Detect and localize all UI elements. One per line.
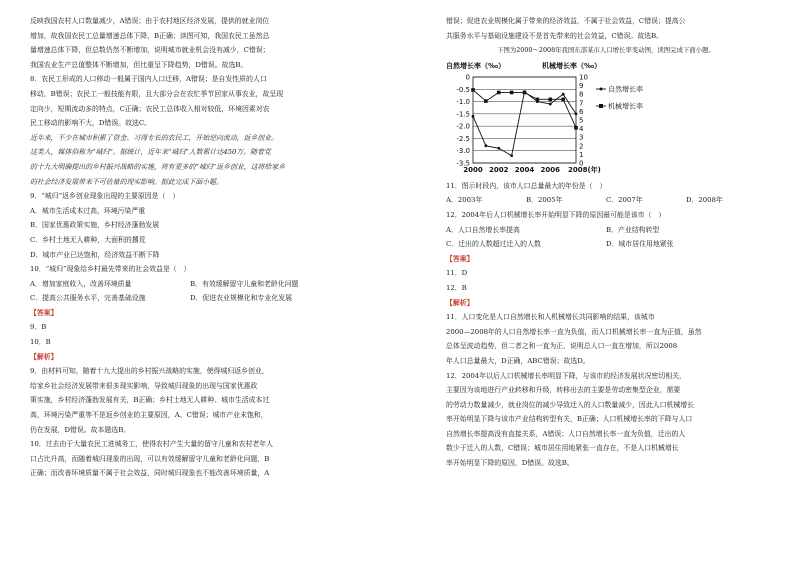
right-tick-label: 4: [579, 124, 584, 133]
plot-frame: [473, 77, 576, 163]
text-line: 共服务水平与基础设施建设不是首先带来的社会效益，C错误。故选B。: [446, 31, 664, 40]
right-tick-label: 0: [579, 159, 584, 168]
answer-option[interactable]: B．产业结构转型: [606, 225, 660, 234]
passage-line: 的十九大明确提出的乡村振兴战略的实施，将有更多的“城归”返乡创业，这将给家乡: [30, 162, 286, 171]
natural-growth-point: [575, 112, 578, 115]
mechanical-growth-point: [536, 97, 540, 101]
natural-growth-point: [510, 154, 513, 157]
text-line: 移动，B错误；农民工一般技能有限，且大部分会在农忙季节回家从事农业，故呈现: [30, 89, 284, 98]
text-line: 反映我国农村人口数量减少，A错误；由于农村地区经济发展，提供的就业岗位: [30, 17, 270, 25]
analysis-line: 口占比升高，而随着城归现象的出现，可以有效缓解留守儿童和老龄化问题，B: [30, 454, 270, 463]
left-tick-label: -3.0: [456, 146, 470, 155]
answer-line: 11．D: [446, 269, 468, 278]
answer-option[interactable]: C．2007年: [606, 196, 643, 205]
text-line: 量增速总体下降，但总数仍然不断增加，说明城市就业机会没有减少，C错误；: [30, 46, 270, 55]
natural-growth-point: [497, 147, 500, 150]
x-tick-label: 2000: [463, 165, 483, 174]
analysis-line: 给家乡社会经济发展带来很多现实影响，导致城归现象的出现与国家优惠政: [30, 381, 258, 390]
analysis-line: 的劳动力数量减少，就业岗位的减少导致迁入的人口数量减少，因此人口机械增长: [446, 400, 695, 409]
answer-option[interactable]: B．有效缓解留守儿童和老龄化问题: [190, 279, 299, 288]
analysis-line: 9．由材料可知，随着十九大提出的乡村振兴战略的实施，使得城归返乡创业，: [30, 367, 269, 376]
text-line: 定向少，短期流动多的特点，C正确；农民工总体收入相对较低，环境因素对农: [30, 104, 270, 113]
analysis-line: 10．过去由于大量农民工进城务工，使得农村产生大量的留守儿童和农村老年人: [30, 440, 274, 449]
analysis-line: 年人口总量最大，D正确，ABC错误；故选D。: [446, 356, 590, 365]
text-line: 错误；促进农业规模化属于带来的经济效益，不属于社会效益，C错误；提高公: [446, 17, 686, 25]
analysis-line: 仍在发展，D错误。故本题选B。: [30, 425, 131, 434]
mechanical-growth-point: [548, 97, 552, 101]
right-axis-title: 机械增长率（‰）: [542, 61, 602, 70]
question-11: 11．图示时段内，该市人口总量最大的年份是（ ）: [446, 181, 607, 190]
answer-option[interactable]: A．城市生活成本过高，环境污染严重: [30, 206, 146, 215]
text-line: 民工移动的影响不大，D错误。故选C。: [30, 119, 152, 128]
x-tick-label: 2008(年): [568, 165, 601, 174]
figure-caption: 下图为2000～2008年我国东部某市人口增长率变动图，读图完成下面小题。: [497, 46, 715, 55]
mechanical-growth-point: [497, 90, 501, 94]
right-tick-label: 10: [579, 73, 588, 82]
natural-growth-point: [472, 115, 475, 118]
right-tick-label: 5: [579, 116, 584, 125]
question-9: 9．“城归”返乡创业现象出现的主要原因是（ ）: [30, 192, 180, 201]
natural-growth-point: [484, 144, 487, 147]
chart-canvas: [446, 59, 661, 177]
option-row: [30, 204, 380, 219]
mechanical-growth-point: [574, 126, 578, 130]
option-row: [446, 237, 766, 252]
question-12: 12．2004年后人口机械增长率开始明显下降的原因最可能是该市（ ）: [446, 210, 666, 219]
analysis-line: 总体呈波动趋势，但二者之和一直为正，说明总人口一直在增加，所以2008: [446, 342, 678, 351]
legend-marker-natural: [600, 87, 603, 90]
analysis-line: 12．2004年以后人口机械增长率明显下降，与该市的经济发展状况密切相关，: [446, 371, 686, 380]
answer-option[interactable]: D．城市居住用地紧张: [606, 240, 674, 249]
right-tick-label: 3: [579, 133, 584, 142]
analysis-line: 正确；而改善环境质量不属于社会效益，同时城归现象也不能改善环境质量，A: [30, 469, 270, 478]
answer-option[interactable]: D．促进农业规模化和专业化发展: [190, 294, 292, 303]
analysis-line: 主要因为该地进行产业转移和升级，转移出去的主要是劳动密集型企业，需要: [446, 386, 681, 395]
right-tick-label: 8: [579, 90, 584, 99]
left-tick-label: -2.0: [456, 122, 470, 131]
answer-option[interactable]: B．2005年: [526, 196, 563, 205]
x-tick-label: 2006: [540, 165, 560, 174]
right-tick-label: 7: [579, 99, 584, 108]
left-axis-title: 自然增长率（‰）: [446, 61, 506, 70]
answer-option[interactable]: C．迁出的人数超过迁入的人数: [446, 240, 541, 249]
left-column: [30, 14, 380, 481]
left-tick-label: -1.5: [456, 110, 470, 119]
natural-growth-point: [549, 102, 552, 105]
population-growth-chart: [446, 59, 661, 177]
analysis-line: 2000—2008年的人口自然增长率一直为负值，而人口机械增长率一直为正值，虽然: [446, 327, 702, 336]
option-row: [30, 291, 380, 306]
right-column: [446, 14, 766, 471]
left-tick-label: -1.0: [456, 97, 470, 106]
right-tick-label: 2: [579, 142, 584, 151]
answer-option[interactable]: A．2003年: [446, 196, 483, 205]
answer-option[interactable]: A．人口自然增长率提高: [446, 225, 520, 234]
legend-label-mechanical: 机械增长率: [608, 102, 643, 111]
analysis-line: 数少于迁入的人数，C错误；城市居住用地紧张一直存在，不是人口机械增长: [446, 444, 679, 453]
answer-tag: 【答案】: [30, 308, 58, 317]
analysis-line: 高，环境污染严重等不是返乡创业的主要原因，A、C错误；城市产业未饱和，: [30, 411, 268, 420]
right-tick-label: 1: [579, 150, 584, 159]
legend-marker-mechanical: [599, 104, 603, 108]
natural-growth-point: [562, 93, 565, 96]
text-line: 8．农民工形成的人口移动一般属于国内人口迁移，A错误；是自发性质的人口: [30, 75, 267, 84]
answer-option[interactable]: B．国家优惠政策实施，乡村经济蓬勃发展: [30, 221, 160, 230]
legend-label-natural: 自然增长率: [608, 85, 643, 94]
passage-line: 的社会经济发展带来不可估量的现实影响。据此完成下面小题。: [30, 177, 223, 186]
mechanical-growth-point: [471, 88, 475, 92]
answer-option[interactable]: A．增加家庭收入，改善环境质量: [30, 279, 132, 288]
text-line: 我国农业生产总值整体不断增加，但比重呈下降趋势，D错误。故选B。: [30, 60, 248, 69]
option-row: [30, 277, 380, 292]
left-tick-label: -2.5: [456, 134, 470, 143]
mechanical-growth-point: [510, 90, 514, 94]
answer-option[interactable]: C．提高公共服务水平，完善基础设施: [30, 294, 146, 303]
series-line-1: [473, 90, 576, 128]
answer-line: 10．B: [30, 338, 51, 347]
passage-line: 近年来，不少在城市积累了资金、习得专长的农民工，开始逆向流动，返乡创业。: [30, 133, 279, 142]
analysis-line: 策实施，乡村经济蓬勃发展有关，B正确；乡村土地无人耕种、城市生活成本过: [30, 396, 270, 405]
question-10: 10．“城归”现象给乡村最先带来的社会效益是（ ）: [30, 265, 191, 274]
option-row: [446, 223, 766, 238]
x-tick-label: 2004: [514, 165, 535, 174]
answer-line: 12．B: [446, 283, 467, 292]
answer-option[interactable]: C．乡村土地无人耕种，大面积的撂荒: [30, 235, 146, 244]
text-line: 增加，故我国农民工总量增速总体下降，B正确；读图可知，我国农民工虽然总: [30, 31, 270, 40]
mechanical-growth-point: [523, 90, 527, 94]
answer-option[interactable]: D．城市产业已达饱和，经济效益不断下降: [30, 250, 160, 259]
analysis-tag: 【解析】: [446, 298, 474, 307]
left-tick-label: -3.5: [456, 159, 470, 168]
option-row: [446, 193, 766, 208]
x-tick-label: 2002: [489, 165, 509, 174]
answer-option[interactable]: D．2008年: [686, 196, 723, 205]
analysis-line: 率开始明显下降的原因，D错误。故选B。: [446, 459, 574, 468]
passage-line: 这类人，媒体俗称为“城归”。据统计，近年来“城归”人数累计达450万。随着党: [30, 148, 271, 157]
right-tick-label: 9: [579, 81, 584, 90]
answer-tag: 【答案】: [446, 254, 474, 263]
analysis-line: 率开始明显下降与该市产业结构转型有关，B正确；人口机械增长率的下降与人口: [446, 415, 693, 424]
mechanical-growth-point: [561, 97, 565, 101]
analysis-line: 自然增长率提高没有直接关系，A错误；人口自然增长率一直为负值，迁出的人: [446, 429, 686, 438]
left-tick-label: -0.5: [456, 85, 470, 94]
left-tick-label: 0: [465, 73, 470, 82]
right-tick-label: 6: [579, 107, 584, 116]
mechanical-growth-point: [484, 99, 488, 103]
answer-line: 9．B: [30, 323, 47, 332]
analysis-tag: 【解析】: [30, 352, 58, 361]
analysis-line: 11．人口变化是人口自然增长和人机械增长共同影响的结果，该城市: [446, 313, 655, 322]
